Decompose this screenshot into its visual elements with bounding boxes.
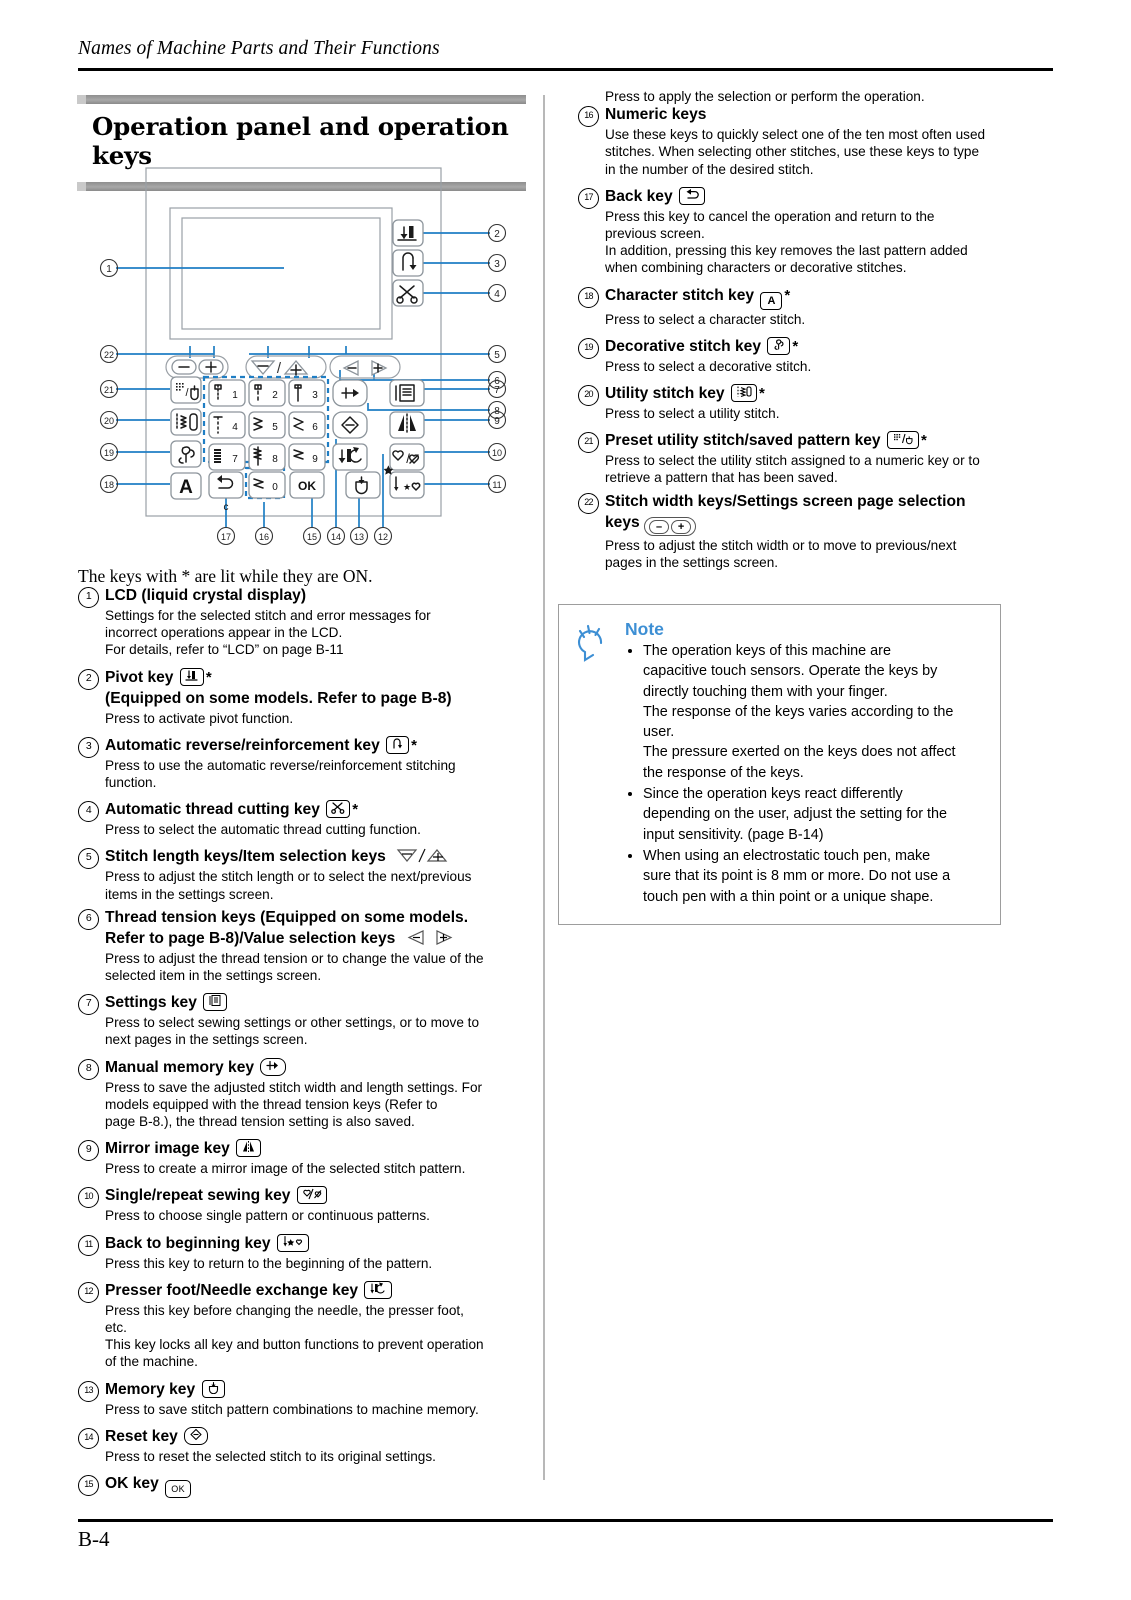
note-bullet: • Since the operation keys react differently depending on the user, adjust the setting for the input sensitivity. (page B-14) [643, 784, 984, 845]
panel-key-thread-cut [393, 280, 423, 306]
list-item-manual-memory-key [78, 1058, 530, 1131]
list-item-stitch-length-keys [78, 847, 530, 902]
item-body: Settings for the selected stitch and error messages for incorrect operations appear in the LCD. For details, refer to “LCD” on page B-11 [105, 608, 431, 658]
item-body: Press to save the adjusted stitch width and length settings. For models equipped with the thread tension keys (Refer to page B-8.), the thread tension setting is also saved. [105, 1079, 483, 1130]
list-item-back-key [578, 187, 1010, 277]
item-number: 1 [78, 587, 99, 608]
running-head-rule [78, 68, 1053, 71]
item-title: Decorative stitch key * [605, 337, 799, 355]
item-number: 8 [78, 1059, 99, 1080]
item-number: 22 [578, 493, 599, 514]
lit-marker: * [352, 801, 359, 819]
item-title: Mirror image key [105, 1139, 530, 1159]
list-item-utility-stitch-key [578, 384, 1010, 422]
list-item-reset-key [78, 1427, 530, 1465]
pivot-icon [180, 668, 204, 686]
minus-key: – [649, 520, 669, 534]
mirror-image-icon [236, 1139, 261, 1157]
list-item-auto-reverse-key [78, 736, 530, 791]
item-title: Preset utility stitch/saved pattern key * [605, 432, 927, 450]
item-body: Press to select the automatic thread cutting function. [105, 822, 421, 838]
lit-marker: * [792, 337, 799, 355]
item-title: LCD (liquid crystal display) [105, 587, 307, 604]
svg-text:7: 7 [232, 454, 238, 465]
svg-text:★: ★ [402, 482, 412, 492]
item-body: Press to select a character stitch. [605, 311, 806, 327]
back-icon [679, 187, 705, 205]
memory-icon [202, 1380, 225, 1398]
svg-text:19: 19 [103, 448, 115, 458]
panel-key-ok [290, 472, 324, 498]
item-body: Use these keys to quickly select one of the ten most often used stitches. When selecting other stitches, use these keys to type in the number of the desired stitch. [605, 127, 986, 177]
list-item-mirror-image-key [78, 1139, 530, 1177]
item-number: 11 [78, 1235, 99, 1256]
item-body: Press to adjust the thread tension or to change the value of the selected item in the settings screen. [105, 950, 484, 984]
svg-text:6: 6 [312, 422, 318, 433]
item-number: 7 [78, 994, 99, 1015]
item-number: 18 [578, 287, 599, 308]
panel-key-settings [390, 380, 424, 406]
panel-key-mirror-image [390, 412, 424, 438]
panel-key-reset [333, 412, 367, 438]
item-number: 10 [78, 1187, 99, 1208]
panel-key-reverse [393, 250, 423, 276]
panel-key-pivot [393, 220, 423, 246]
svg-text:11: 11 [492, 480, 502, 490]
svg-text:7: 7 [494, 385, 500, 396]
item-number: 4 [78, 801, 99, 822]
svg-text:5: 5 [494, 350, 500, 361]
item-number: 3 [78, 737, 99, 758]
lit-marker: * [205, 668, 212, 686]
manual-memory-icon [260, 1058, 286, 1076]
stitch-width-icon [644, 517, 696, 536]
note-bullet-list [625, 641, 984, 907]
panel-key-manual-memory [333, 380, 367, 406]
list-item-settings-key [78, 993, 530, 1048]
list-item-memory-key [78, 1380, 530, 1418]
svg-text:21: 21 [103, 385, 115, 395]
svg-text:8: 8 [272, 454, 278, 465]
svg-text:1: 1 [232, 390, 238, 401]
item-title: Automatic thread cutting key * [105, 801, 359, 819]
svg-text:/: / [185, 387, 189, 399]
item-body: Press to reset the selected stitch to its original settings. [105, 1448, 436, 1464]
keys-lit-caption: The keys with * are lit while they are ON. [78, 566, 373, 586]
svg-text:4: 4 [494, 289, 500, 300]
item-title-2: keys – + [605, 513, 1010, 536]
note-box [558, 604, 1001, 925]
item-body: Press to activate pivot function. [105, 710, 294, 726]
item-title: Back key [605, 187, 1010, 207]
panel-key-decorative-stitch [171, 441, 201, 467]
footer-rule [78, 1519, 1053, 1522]
item-number: 2 [78, 669, 99, 690]
item-title: OK key OK [105, 1474, 530, 1498]
note-title: Note [625, 619, 664, 639]
svg-text:8: 8 [494, 406, 500, 417]
svg-text:20: 20 [103, 416, 115, 426]
list-item-pivot-key [78, 668, 530, 727]
list-item-single-repeat-key [78, 1186, 530, 1224]
svg-text:c: c [223, 502, 229, 513]
svg-text:17: 17 [220, 532, 232, 542]
panel-key-preset-utility [171, 377, 201, 403]
list-item-ok-key [78, 1474, 530, 1498]
svg-text:0: 0 [272, 482, 278, 493]
item-body: Press to choose single pattern or continuous patterns. [105, 1208, 430, 1224]
lit-marker: * [411, 736, 417, 754]
item-number: 21 [578, 432, 599, 453]
item-number: 9 [78, 1140, 99, 1161]
list-item-stitch-width-keys [578, 492, 1010, 571]
back-to-beginning-icon [277, 1234, 309, 1252]
svg-text:/: / [406, 451, 410, 466]
list-item-decorative-stitch-key [578, 337, 1010, 375]
svg-text:2: 2 [494, 229, 500, 240]
preset-utility-icon [887, 431, 919, 449]
list-item-back-to-beginning-key [78, 1234, 530, 1272]
list-item-lcd [78, 586, 530, 659]
panel-key-character-stitch [171, 473, 201, 499]
plus-key: + [671, 520, 691, 534]
item-number: 16 [578, 106, 599, 127]
item-body: Press to adjust the stitch length or to select the next/previous items in the settings screen. [105, 869, 472, 902]
item-body: Press to select sewing settings or other settings, or to move to next pages in the settings screen. [105, 1015, 480, 1048]
right-lead-text: Press to apply the selection or perform the operation. [605, 89, 925, 104]
utility-stitch-icon [731, 384, 757, 402]
list-item-thread-cutting-key [78, 800, 530, 838]
scissors-icon [326, 800, 350, 818]
running-head: Names of Machine Parts and Their Functions [78, 38, 440, 59]
item-title: Character stitch key A * [605, 286, 1010, 310]
item-title: Numeric keys [605, 106, 707, 124]
list-item-numeric-keys [578, 105, 1010, 178]
svg-text:16: 16 [258, 532, 270, 542]
item-title: Presser foot/Needle exchange key [105, 1281, 530, 1301]
svg-text:1: 1 [106, 264, 112, 275]
presser-foot-needle-icon [364, 1281, 392, 1299]
character-stitch-icon [760, 292, 782, 310]
item-title: Reset key [105, 1427, 530, 1447]
svg-text:6: 6 [494, 376, 500, 387]
item-body: Press to use the automatic reverse/reinforcement stitching function. [105, 757, 456, 791]
item-title: Memory key [105, 1380, 530, 1400]
settings-icon [203, 993, 227, 1011]
item-body: Press to adjust the stitch width or to move to previous/next pages in the settings screen. [605, 537, 957, 570]
item-number: 6 [78, 909, 99, 930]
svg-text:22: 22 [103, 350, 115, 360]
lit-marker: * [758, 385, 765, 403]
item-number: 19 [578, 338, 599, 359]
svg-text:2: 2 [272, 390, 278, 401]
left-column [78, 560, 530, 1499]
list-item-character-stitch-key [578, 286, 1010, 328]
panel-stitch-length-keys [246, 356, 326, 378]
svg-text:18: 18 [103, 480, 115, 490]
svg-text:9: 9 [312, 454, 318, 465]
single-repeat-icon [297, 1186, 327, 1204]
item-number: 17 [578, 188, 599, 209]
item-title: Settings key [105, 993, 530, 1013]
item-number: 13 [78, 1381, 99, 1402]
item-body: Press to select the utility stitch assigned to a numeric key or to retrieve a pattern that has been saved. [605, 453, 980, 486]
item-body: Press this key to return to the beginning of the pattern. [105, 1255, 433, 1271]
ok-icon-label: OK [171, 1484, 185, 1495]
value-selection-icon [402, 929, 460, 947]
svg-text:5: 5 [272, 422, 278, 433]
item-number: 14 [78, 1428, 99, 1449]
list-item-presser-foot-needle-key [78, 1281, 530, 1371]
panel-key-single-repeat [390, 444, 424, 470]
item-title: Stitch length keys/Item selection keys [105, 847, 530, 867]
character-stitch-label: A [767, 294, 776, 307]
item-title-2: (Equipped on some models. Refer to page B-8) [105, 689, 452, 707]
svg-text:9: 9 [494, 416, 500, 427]
item-title-2: Refer to page B-8)/Value selection keys [105, 929, 530, 949]
column-divider [543, 95, 545, 1480]
decorative-stitch-icon [767, 337, 790, 355]
svg-text:3: 3 [312, 390, 318, 401]
lit-marker: * [920, 432, 927, 450]
item-title: Thread tension keys (Equipped on some models. [105, 908, 469, 926]
item-title: Manual memory key [105, 1058, 530, 1078]
item-body: Press to select a utility stitch. [605, 406, 780, 422]
item-title: Automatic reverse/reinforcement key * [105, 736, 417, 754]
reset-icon [184, 1427, 208, 1445]
right-column [578, 88, 1010, 571]
page-number: B-4 [78, 1527, 110, 1551]
item-body: Press to save stitch pattern combinations to machine memory. [105, 1401, 479, 1417]
item-title: Stitch width keys/Settings screen page selection [605, 492, 966, 510]
item-number: 12 [78, 1282, 99, 1303]
note-bullet: • The operation keys of this machine are capacitive touch sensors. Operate the keys by directly touching them with your finger. The response of the keys varies according to the user. The pressure exerted on the keys does not affect the response of the keys. [643, 641, 984, 783]
item-number: 5 [78, 848, 99, 869]
section-title: Operation panel and operation keys [92, 112, 509, 170]
svg-text:15: 15 [306, 532, 318, 542]
item-body: Press this key before changing the needle, the presser foot, etc. This key locks all key and button functions to prevent operation of the machine. [105, 1302, 484, 1370]
item-number: 15 [78, 1475, 99, 1496]
item-number: 20 [578, 385, 599, 406]
section-bar-top [78, 95, 526, 104]
item-title: Back to beginning key [105, 1234, 530, 1254]
svg-text:12: 12 [377, 532, 389, 542]
svg-text:3: 3 [494, 259, 500, 270]
ok-icon [165, 1480, 191, 1498]
item-title: Single/repeat sewing key [105, 1186, 530, 1206]
lit-marker: * [784, 286, 791, 304]
reverse-reinforcement-icon [386, 736, 409, 754]
item-body: Press to create a mirror image of the selected stitch pattern. [105, 1161, 466, 1177]
list-item-thread-tension-keys [78, 908, 530, 984]
panel-stitch-width-keys [166, 356, 228, 378]
panel-key-memory [346, 472, 380, 498]
svg-text:13: 13 [353, 532, 365, 542]
panel-key-presser-foot-needle [333, 444, 367, 470]
svg-text:10: 10 [491, 448, 503, 458]
svg-text:/: / [276, 360, 282, 377]
list-item-preset-utility-key [578, 431, 1010, 486]
svg-text:A: A [179, 477, 193, 498]
item-title: Utility stitch key * [605, 385, 765, 403]
panel-key-back [209, 472, 243, 513]
note-bullet: • When using an electrostatic touch pen, make sure that its point is 8 mm or more. Do not use a touch pen with a thin point or a unique shape. [643, 846, 984, 907]
panel-key-utility-stitch [171, 409, 201, 435]
lightbulb-icon [575, 619, 619, 908]
svg-text:OK: OK [298, 479, 316, 493]
stitch-length-icon [392, 847, 452, 865]
svg-text:14: 14 [330, 532, 342, 542]
svg-text:4: 4 [232, 422, 238, 433]
item-title: Pivot key * [105, 668, 212, 686]
item-body: Press to select a decorative stitch. [605, 358, 812, 374]
item-body: Press this key to cancel the operation and return to the previous screen. In addition, pressing this key removes the last pattern added when combining characters or decorative stitches. [605, 208, 968, 276]
operation-panel-diagram [78, 162, 530, 562]
